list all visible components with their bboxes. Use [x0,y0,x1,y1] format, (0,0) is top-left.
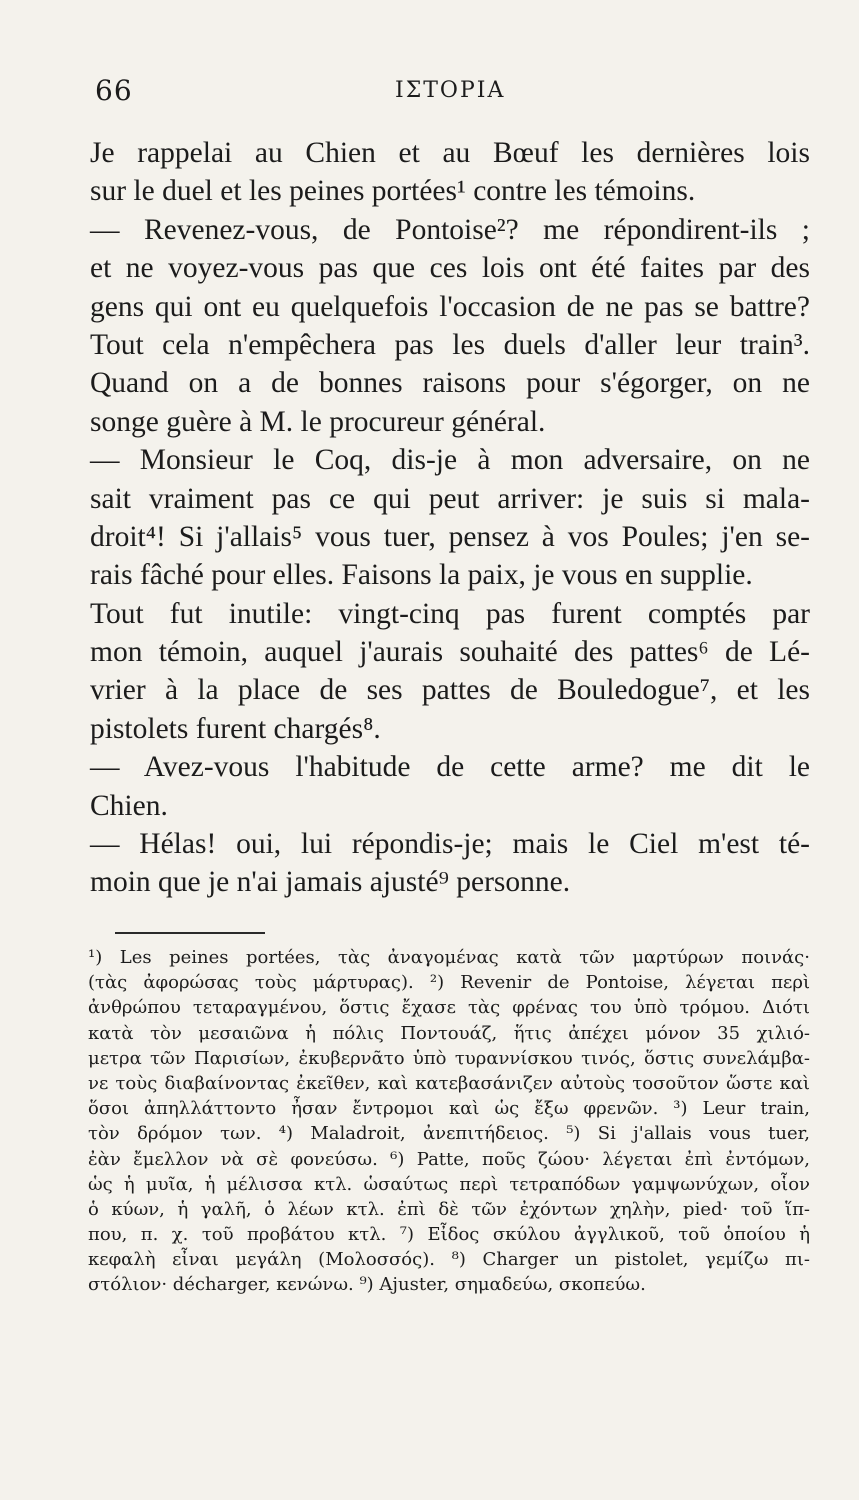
footnote-line: ἐὰν ἔμελλον νὰ σὲ φονεύσω. ⁶) Patte, ποῦς ζώου· λέγεται ἐπὶ ἐντόμων, [88,1148,810,1170]
text-line: vrier à la place de ses pattes de Bouledogue⁷, et les [90,674,810,707]
body-text [90,134,810,902]
footnote-divider [115,932,265,934]
footnote-line: (τὰς ἀφορώσας τοὺς μάρτυρας). ²) Revenir de Pontoise, λέγεται περὶ [88,972,810,994]
footnote-line: ¹) Les peines portées, τὰς ἀναγομένας κατὰ τῶν μαρτύρων ποινάς· [88,947,810,968]
text-line: Tout cela n'empêchera pas les duels d'aller leur train³. [90,328,810,361]
text-line: rais fâché pour elles. Faisons la paix, je vous en supplie. [90,559,753,592]
page-number: 66 [95,74,133,107]
footnotes [88,945,810,1298]
text-line: Tout fut inutile: vingt-cinq pas furent comptés par [90,597,810,630]
text-line: — Monsieur le Coq, dis-je à mon adversaire, on ne [90,444,810,477]
text-line: — Hélas! oui, lui répondis-je; mais le Ciel m'est té- [90,828,810,861]
footnote-line: νε τοὺς διαβαίνοντας ἐκεῖθεν, καὶ κατεβασάνιζεν αὐτοὺς τοσοῦτον ὥστε καὶ [88,1072,810,1094]
text-line: pistolets furent chargés⁸. [90,712,381,745]
page-header [95,74,755,110]
footnote-line: τὸν δρόμον των. ⁴) Maladroit, ἀνεπιτήδειος. ⁵) Si j'allais vous tuer, [88,1123,810,1145]
footnote-line: κατὰ τὸν μεσαιῶνα ἡ πόλις Ποντουάζ, ἥτις ἀπέχει μόνον 35 χιλιό- [88,1022,810,1044]
text-line: et ne voyez-vous pas que ces lois ont été faites par des [90,252,810,285]
footnote-line: που, π. χ. τοῦ προβάτου κτλ. ⁷) Εἶδος σκύλου ἀγγλικοῦ, τοῦ ὁποίου ἡ [88,1224,810,1246]
text-line: sur le duel et les peines portées¹ contre les témoins. [90,175,696,208]
text-line: moin que je n'ai jamais ajusté⁹ personne. [90,866,571,899]
running-title: ΙΣΤΟΡΙΑ [395,78,506,103]
footnote-line: στόλιον· décharger, κενώνω. ⁹) Ajuster, σημαδεύω, σκοπεύω. [88,1274,646,1296]
text-line: mon témoin, auquel j'aurais souhaité des pattes⁶ de Lé- [90,636,810,669]
text-line: droit⁴! Si j'allais⁵ vous tuer, pensez à vos Poules; j'en se- [90,520,810,553]
text-line: gens qui ont eu quelquefois l'occasion de ne pas se battre? [90,290,810,323]
footnote-line: μετρα τῶν Παρισίων, ἐκυβερνᾶτο ὑπὸ τυραννίσκου τινός, ὅστις συνελάμβα- [88,1047,810,1069]
footnote-line: κεφαλὴ εἶναι μεγάλη (Μολοσσός). ⁸) Charger un pistolet, γεμίζω πι- [88,1249,810,1271]
footnote-line: ἀνθρώπου τεταραγμένου, ὅστις ἔχασε τὰς φρένας του ὑπὸ τρόμου. Διότι [88,997,810,1019]
text-line: sait vraiment pas ce qui peut arriver: je suis si mala- [90,482,810,515]
footnote-line: ὡς ἡ μυῖα, ἡ μέλισσα κτλ. ὡσαύτως περὶ τετραπόδων γαμψωνύχων, οἷον [88,1173,810,1195]
footnote-line: ὅσοι ἀπηλλάττοντο ἦσαν ἔντρομοι καὶ ὡς ἔξω φρενῶν. ³) Leur train, [88,1098,810,1120]
text-line: Chien. [90,789,168,822]
text-line: songe guère à M. le procureur général. [90,405,546,438]
text-line: Je rappelai au Chien et au Bœuf les dernières lois [90,137,810,169]
text-line: — Avez-vous l'habitude de cette arme? me dit le [90,751,810,784]
text-line: Quand on a de bonnes raisons pour s'égorger, on ne [90,367,810,400]
text-line: — Revenez-vous, de Pontoise²? me répondirent-ils ; [90,213,810,246]
footnote-line: ὁ κύων, ἡ γαλῆ, ὁ λέων κτλ. ἐπὶ δὲ τῶν ἐχόντων χηλὴν, pied· τοῦ ἵπ- [88,1198,810,1220]
